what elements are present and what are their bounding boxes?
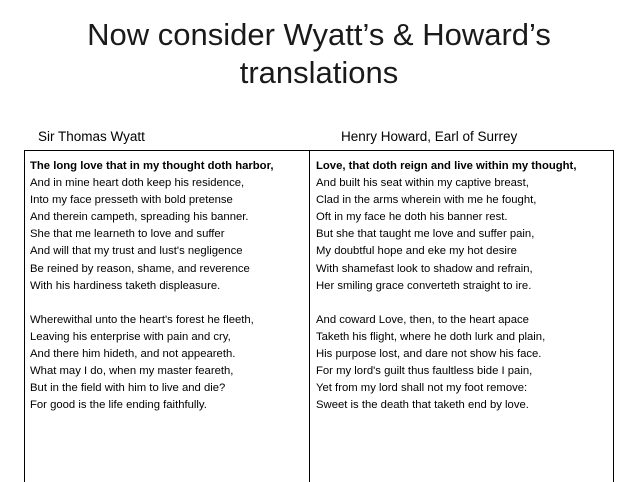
wyatt-poem: [30, 158, 274, 414]
stanza-break: [316, 295, 576, 312]
poem-comparison-table: [24, 150, 614, 482]
slide-title-line-1: Now consider Wyatt’s & Howard’s: [87, 17, 551, 52]
slide-title-line-2: translations: [239, 55, 399, 90]
surrey-column-header: Henry Howard, Earl of Surrey: [341, 129, 518, 144]
poem-line: For good is the life ending faithfully.: [30, 399, 207, 412]
poem-line: Be reined by reason, shame, and reverence: [30, 262, 250, 275]
poem-line: Clad in the arms wherein with me he fought,: [316, 194, 537, 207]
poem-line: But in the field with him to live and die?: [30, 382, 226, 395]
poem-line: Into my face presseth with bold pretense: [30, 194, 233, 207]
poem-line: With his hardiness taketh displeasure.: [30, 279, 221, 292]
poem-line: Her smiling grace converteth straight to ire.: [316, 279, 532, 292]
poem-line: But she that taught me love and suffer pain,: [316, 228, 535, 241]
wyatt-column-header: Sir Thomas Wyatt: [38, 129, 145, 144]
poem-line: Sweet is the death that taketh end by love.: [316, 399, 529, 412]
poem-line: And therein campeth, spreading his banner.: [30, 211, 249, 224]
poem-line: The long love that in my thought doth harbor,: [30, 160, 274, 172]
poem-line: Wherewithal unto the heart's forest he fleeth,: [30, 313, 254, 326]
surrey-poem: [316, 158, 576, 414]
poem-line: With shamefast look to shadow and refrain,: [316, 262, 533, 275]
poem-line: And built his seat within my captive breast,: [316, 177, 529, 190]
slide-title: [40, 16, 598, 92]
poem-line: And there him hideth, and not appeareth.: [30, 348, 236, 361]
poem-line: For my lord's guilt thus faultless bide I pain,: [316, 365, 533, 378]
poem-line: What may I do, when my master feareth,: [30, 365, 234, 378]
poem-line: And coward Love, then, to the heart apace: [316, 313, 529, 326]
poem-line: And in mine heart doth keep his residence,: [30, 177, 245, 190]
poem-line: His purpose lost, and dare not show his face.: [316, 348, 542, 361]
stanza-break: [30, 295, 274, 312]
poem-line: Love, that doth reign and live within my thought,: [316, 160, 577, 172]
column-headers: [24, 124, 614, 150]
poem-line: My doubtful hope and eke my hot desire: [316, 245, 517, 258]
poem-line: Taketh his flight, where he doth lurk and plain,: [316, 330, 546, 343]
poem-line: Yet from my lord shall not my foot remove:: [316, 382, 528, 395]
poem-line: She that me learneth to love and suffer: [30, 228, 225, 241]
poem-line: Oft in my face he doth his banner rest.: [316, 211, 508, 224]
column-divider: [309, 151, 310, 482]
poem-line: And will that my trust and lust's negligence: [30, 245, 243, 258]
poem-line: Leaving his enterprise with pain and cry,: [30, 330, 231, 343]
